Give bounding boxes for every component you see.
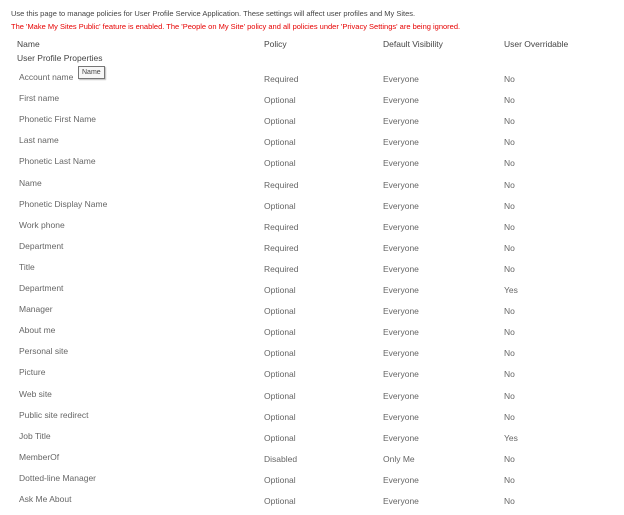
table-row[interactable] bbox=[0, 494, 624, 515]
property-name[interactable]: Ask Me About bbox=[19, 494, 72, 504]
table-row[interactable] bbox=[0, 452, 624, 473]
policy-value: Optional bbox=[264, 474, 296, 485]
policy-value: Disabled bbox=[264, 453, 298, 464]
table-row[interactable] bbox=[0, 135, 624, 156]
policy-value: Optional bbox=[264, 95, 296, 106]
property-name[interactable]: Work phone bbox=[19, 219, 65, 230]
property-name[interactable]: Public site redirect bbox=[19, 409, 89, 420]
policy-value: Optional bbox=[264, 327, 296, 338]
default-visibility-value: Everyone bbox=[383, 116, 419, 127]
property-name[interactable]: Picture bbox=[19, 367, 46, 378]
column-header-user-overridable[interactable]: User Overridable bbox=[504, 39, 569, 49]
property-name[interactable]: MemberOf bbox=[19, 451, 60, 462]
policy-value: Required bbox=[264, 74, 299, 84]
default-visibility-value: Only Me bbox=[383, 453, 415, 464]
default-visibility-value: Everyone bbox=[383, 242, 419, 253]
table-row[interactable] bbox=[0, 367, 624, 388]
user-overridable-value: No bbox=[504, 137, 515, 148]
table-row[interactable] bbox=[0, 389, 624, 410]
policy-value: Optional bbox=[264, 137, 296, 148]
table-row[interactable] bbox=[0, 241, 624, 262]
tooltip: Name bbox=[78, 66, 105, 79]
table-row[interactable] bbox=[0, 262, 624, 283]
default-visibility-value: Everyone bbox=[383, 179, 419, 190]
default-visibility-value: Everyone bbox=[383, 221, 419, 232]
user-overridable-value: No bbox=[504, 390, 515, 401]
user-overridable-value: Yes bbox=[504, 285, 518, 295]
user-overridable-value: No bbox=[504, 74, 515, 84]
table-row[interactable] bbox=[0, 325, 624, 346]
policy-value: Optional bbox=[264, 411, 296, 422]
policy-value: Required bbox=[264, 242, 299, 253]
user-overridable-value: No bbox=[504, 327, 515, 338]
column-header-default-visibility[interactable]: Default Visibility bbox=[383, 39, 443, 49]
table-row[interactable] bbox=[0, 304, 624, 325]
property-name[interactable]: Manager bbox=[19, 304, 53, 315]
table-row[interactable] bbox=[0, 178, 624, 199]
table-row[interactable] bbox=[0, 156, 624, 177]
default-visibility-value: Everyone bbox=[383, 348, 419, 359]
table-row[interactable] bbox=[0, 431, 624, 452]
policy-value: Required bbox=[264, 221, 299, 232]
user-overridable-value: No bbox=[504, 221, 515, 232]
user-overridable-value: No bbox=[504, 411, 515, 422]
user-overridable-value: No bbox=[504, 369, 515, 380]
user-overridable-value: No bbox=[504, 263, 515, 274]
column-header-policy[interactable]: Policy bbox=[264, 39, 287, 49]
user-overridable-value: No bbox=[504, 158, 515, 169]
property-name[interactable]: Dotted-line Manager bbox=[19, 472, 97, 483]
property-name[interactable]: Phonetic First Name bbox=[19, 114, 96, 125]
property-name[interactable]: Department bbox=[19, 240, 64, 251]
default-visibility-value: Everyone bbox=[383, 327, 419, 338]
default-visibility-value: Everyone bbox=[383, 137, 419, 148]
policy-value: Optional bbox=[264, 285, 296, 295]
user-overridable-value: No bbox=[504, 474, 515, 485]
default-visibility-value: Everyone bbox=[383, 411, 419, 422]
warning-message: The 'Make My Sites Public' feature is enabled. The 'People on My Site' policy and all policies under 'Privacy Settings' are being ignored. bbox=[11, 22, 461, 31]
table-row[interactable] bbox=[0, 93, 624, 114]
policy-value: Optional bbox=[264, 432, 296, 443]
table-row[interactable] bbox=[0, 114, 624, 135]
policy-value: Optional bbox=[264, 306, 296, 317]
user-overridable-value: No bbox=[504, 116, 515, 127]
policy-value: Optional bbox=[264, 116, 296, 127]
user-overridable-value: No bbox=[504, 242, 515, 253]
property-name[interactable]: Department bbox=[19, 283, 64, 293]
page-description: Use this page to manage policies for User Profile Service Application. These settings will affect user profiles and My Sites. bbox=[11, 9, 416, 18]
property-name[interactable]: Last name bbox=[19, 135, 59, 146]
table-row[interactable] bbox=[0, 346, 624, 367]
property-name[interactable]: First name bbox=[19, 93, 60, 104]
user-overridable-value: No bbox=[504, 496, 515, 506]
default-visibility-value: Everyone bbox=[383, 390, 419, 401]
policy-value: Optional bbox=[264, 158, 296, 169]
default-visibility-value: Everyone bbox=[383, 74, 419, 84]
property-name[interactable]: Title bbox=[19, 261, 35, 272]
policy-value: Optional bbox=[264, 348, 296, 359]
default-visibility-value: Everyone bbox=[383, 496, 419, 506]
table-row[interactable] bbox=[0, 473, 624, 494]
default-visibility-value: Everyone bbox=[383, 432, 419, 443]
default-visibility-value: Everyone bbox=[383, 200, 419, 211]
user-overridable-value: No bbox=[504, 200, 515, 211]
user-overridable-value: Yes bbox=[504, 432, 518, 443]
user-overridable-value: No bbox=[504, 453, 515, 464]
table-row[interactable] bbox=[0, 283, 624, 304]
default-visibility-value: Everyone bbox=[383, 285, 419, 295]
user-overridable-value: No bbox=[504, 95, 515, 106]
property-name[interactable]: Web site bbox=[19, 388, 52, 399]
property-name[interactable]: Name bbox=[19, 177, 42, 188]
table-row[interactable] bbox=[0, 199, 624, 220]
policy-value: Optional bbox=[264, 369, 296, 380]
column-header-name[interactable]: Name bbox=[17, 39, 40, 49]
default-visibility-value: Everyone bbox=[383, 158, 419, 169]
property-name[interactable]: Phonetic Display Name bbox=[19, 198, 108, 209]
policy-value: Optional bbox=[264, 200, 296, 211]
default-visibility-value: Everyone bbox=[383, 95, 419, 106]
section-title-user-profile-properties: User Profile Properties bbox=[17, 53, 103, 63]
property-name[interactable]: About me bbox=[19, 325, 56, 336]
user-overridable-value: No bbox=[504, 306, 515, 317]
default-visibility-value: Everyone bbox=[383, 474, 419, 485]
property-name[interactable]: Phonetic Last Name bbox=[19, 156, 96, 167]
policy-value: Optional bbox=[264, 496, 296, 506]
policy-value: Optional bbox=[264, 390, 296, 401]
user-overridable-value: No bbox=[504, 348, 515, 359]
policy-value: Required bbox=[264, 263, 299, 274]
property-name[interactable]: Account name bbox=[19, 72, 74, 82]
default-visibility-value: Everyone bbox=[383, 263, 419, 274]
policy-value: Required bbox=[264, 179, 299, 190]
default-visibility-value: Everyone bbox=[383, 306, 419, 317]
user-overridable-value: No bbox=[504, 179, 515, 190]
default-visibility-value: Everyone bbox=[383, 369, 419, 380]
table-row[interactable] bbox=[0, 410, 624, 431]
property-name[interactable]: Job Title bbox=[19, 430, 51, 441]
property-name[interactable]: Personal site bbox=[19, 346, 69, 357]
table-row[interactable] bbox=[0, 220, 624, 241]
